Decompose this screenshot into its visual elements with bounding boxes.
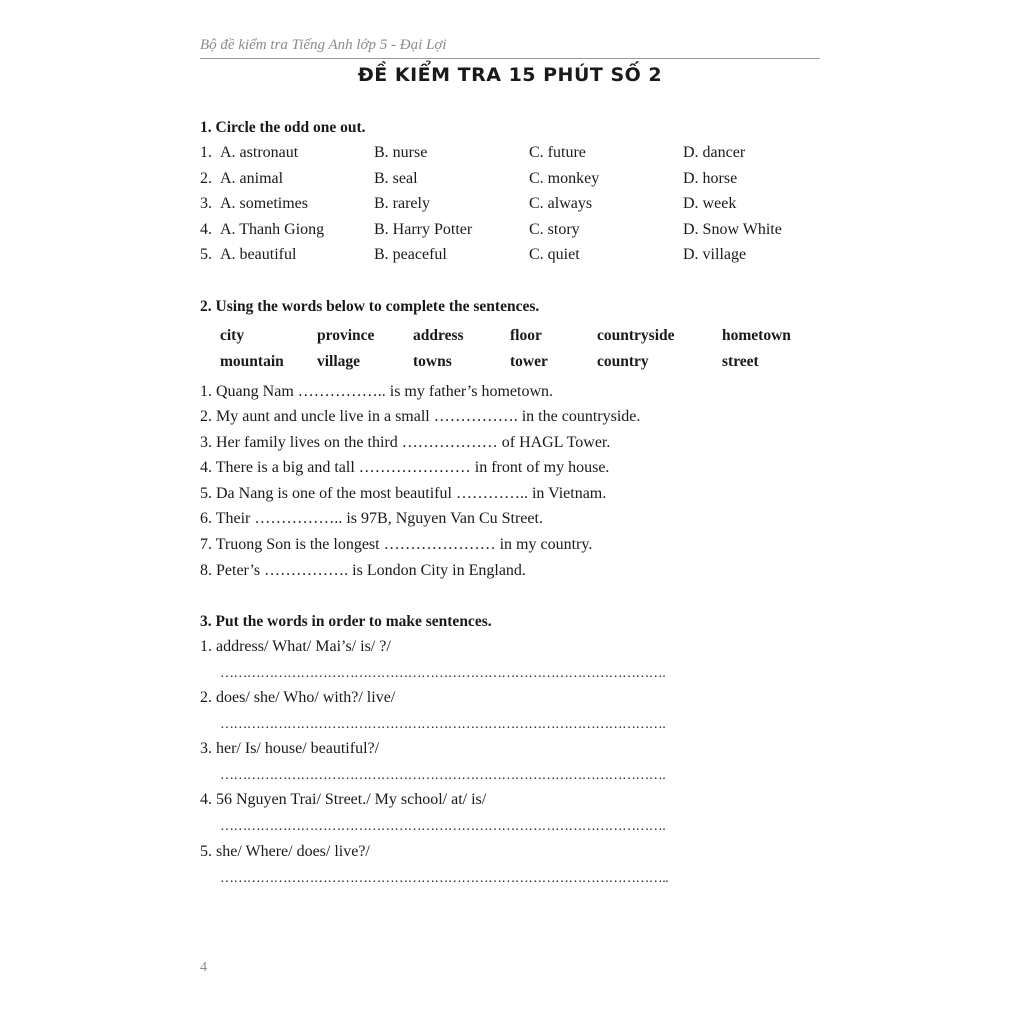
option-b: B. Harry Potter [374, 221, 473, 238]
answer-line: ………………………………………………………………………………………. [220, 819, 666, 834]
answer-line: ………………………………………………………………………………………. [220, 666, 666, 681]
reorder-prompt: 3. her/ Is/ house/ beautiful?/ [200, 740, 380, 757]
item-number: 1. [200, 144, 212, 161]
section1-heading: 1. Circle the odd one out. [200, 119, 366, 136]
option-d: D. Snow White [683, 221, 782, 238]
option-c: C. future [529, 144, 586, 161]
option-d: D. dancer [683, 144, 746, 161]
word-bank-word: tower [510, 353, 548, 370]
fill-blank-sentence: 8. Peter’s ……………. is London City in England. [200, 562, 526, 579]
word-bank [220, 327, 820, 379]
fill-blank-sentence: 4. There is a big and tall ………………… in front of my house. [200, 459, 610, 476]
option-c: C. quiet [529, 246, 580, 263]
option-c: C. story [529, 221, 580, 238]
section2-heading: 2. Using the words below to complete the sentences. [200, 298, 540, 315]
page-number: 4 [200, 960, 207, 975]
answer-line: ………………………………………………………………………………………. [220, 717, 666, 732]
word-bank-word: city [220, 327, 245, 344]
odd-one-out-item [200, 144, 820, 168]
word-bank-word: village [317, 353, 361, 370]
option-a: A. animal [220, 170, 284, 187]
word-bank-word: mountain [220, 353, 284, 370]
option-a: A. beautiful [220, 246, 297, 263]
fill-blank-sentence: 2. My aunt and uncle live in a small ……………. in the countryside. [200, 408, 641, 425]
fill-blank-sentence: 3. Her family lives on the third ……………… of HAGL Tower. [200, 434, 611, 451]
option-a: A. sometimes [220, 195, 308, 212]
item-number: 5. [200, 246, 212, 263]
odd-one-out-item [200, 221, 820, 245]
option-a: A. astronaut [220, 144, 299, 161]
option-b: B. nurse [374, 144, 428, 161]
odd-one-out-item [200, 246, 820, 270]
odd-one-out-item [200, 195, 820, 219]
reorder-prompt: 2. does/ she/ Who/ with?/ live/ [200, 689, 396, 706]
running-head: Bộ đề kiểm tra Tiếng Anh lớp 5 - Đại Lợi [200, 37, 820, 59]
item-number: 4. [200, 221, 212, 238]
answer-line: ……………………………………………………………………………………….. [220, 871, 669, 886]
word-bank-word: towns [413, 353, 452, 370]
word-bank-word: floor [510, 327, 542, 344]
fill-blank-sentence: 7. Truong Son is the longest ………………… in my country. [200, 536, 593, 553]
page-title: ĐỀ KIỂM TRA 15 PHÚT SỐ 2 [357, 64, 663, 86]
document-page [200, 0, 820, 1024]
option-b: B. seal [374, 170, 418, 187]
fill-blank-sentence: 5. Da Nang is one of the most beautiful ………….. in Vietnam. [200, 485, 607, 502]
reorder-prompt: 1. address/ What/ Mai’s/ is/ ?/ [200, 638, 391, 655]
word-bank-word: address [413, 327, 464, 344]
fill-blank-sentence: 6. Their …………….. is 97B, Nguyen Van Cu Street. [200, 510, 543, 527]
reorder-prompt: 5. she/ Where/ does/ live?/ [200, 843, 370, 860]
answer-line: ………………………………………………………………………………………. [220, 768, 666, 783]
word-bank-word: street [722, 353, 759, 370]
option-d: D. week [683, 195, 737, 212]
option-d: D. horse [683, 170, 738, 187]
fill-blank-sentence: 1. Quang Nam …………….. is my father’s hometown. [200, 383, 553, 400]
item-number: 3. [200, 195, 212, 212]
section3-heading: 3. Put the words in order to make sentences. [200, 613, 492, 630]
option-b: B. rarely [374, 195, 430, 212]
option-c: C. always [529, 195, 593, 212]
option-a: A. Thanh Giong [220, 221, 325, 238]
option-c: C. monkey [529, 170, 600, 187]
word-bank-word: country [597, 353, 649, 370]
item-number: 2. [200, 170, 212, 187]
word-bank-word: province [317, 327, 375, 344]
reorder-prompt: 4. 56 Nguyen Trai/ Street./ My school/ at/ is/ [200, 791, 487, 808]
option-d: D. village [683, 246, 747, 263]
option-b: B. peaceful [374, 246, 447, 263]
word-bank-word: hometown [722, 327, 791, 344]
odd-one-out-item [200, 170, 820, 194]
word-bank-word: countryside [597, 327, 675, 344]
